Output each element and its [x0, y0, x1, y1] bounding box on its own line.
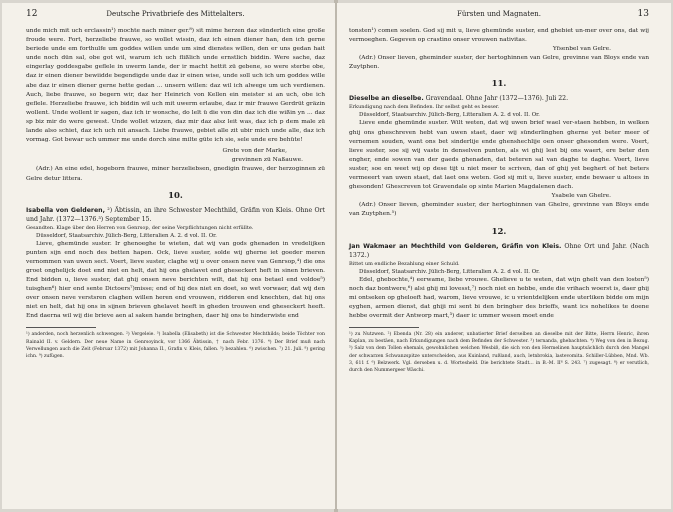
- letter-12-body: Edel, ghebochte,⁴) eerwame, liebe vrouwe. Ghelieve u te weten, dat wijn ghelt van den losten⁵) noch daz bontwere,⁶) alsi ghij mi lovesst,⁷) noch niet en hebbe, ende die vrihach woerst is, daer ghij mi ontseken op gheloeft had, warom, lieve vrouwe, ic u vrientdelijken ende uterliken bidde om mijn eyghen, armen dienst, dat ghiji mi sent bi den bringher des brieffs, want ics nohelikes te doene hebbe overmit der Antworp mart,³) daer ic ummer wesen moet ende: [349, 276, 649, 319]
- right-running-head: [349, 9, 649, 19]
- letter-11-body: Lieve ende ghemünde suster. Wilt weten, dat wij uwen brief wael ver-staen hebben, in welken ghij ons gheschreven hebt van uwen staet, daer wij sünderlinghen gherne yet beter meer of vernemen souden, want ons bet sinderlije ende ghenshechlije oen onser ghesonden were. Voert, lieve suster, soe sij wij vaste in denselven punten, als wi ghij lest bij ons waert, ere beter den engher, ende sowen van der gaeds ghenaden, dat beteren sal van daghe te daghe. Voert, lieve suster, soe en weet wij op dese tijt u niet meer te scriven, dan of ghij yet beghert of het beters vermeeert van uwen staet, dat laet ons weten. God sij mit u, lieve suster, ende bewaer u altoes in ghesonden! Ghescreven tot Gravendale op sinte Marien Magdalenen dach.: [349, 120, 649, 191]
- letter-10-continuation: tonsten¹) comen soelen. God sij mit u, lieve ghemünde suster, end ghebiet un-mer over ons, dat wij vermoeghen. Gegeven op crastino onser vrouwen nativitas.: [349, 28, 649, 44]
- letter-11-signature: Ysabele van Ghelre.: [551, 193, 611, 200]
- letter-12-source: Düsseldorf, Staatsarchiv. Jülich-Berg, Litteralien A. 2. d vol. II. Or.: [359, 268, 540, 275]
- left-footnote-rule: [26, 327, 96, 328]
- letter-10-number: 10.: [168, 190, 183, 201]
- right-footnotes: ¹) zu Nutzwen. ²) Ebenda (Nr. 28) ein anderer, unbatierter Brief derselben an dieselbe mit der Bitte, Herrn Henric, ihren Kaplan, zu bestäen, nach Erkundigungen nach dem Befinden der Schwester. ³) ternanda, ghebachten. ⁴) Weg von den in Bezug. ⁵) Salz von dem Tollen ehemals, gewohnlichen welchen Wesbiß, die sich von den Hermelinen hauptsächlich durch den Mangel der schwarzen Schwanzspitze unterscheiden, aus Kuinland, rußland, auch, letnbrokia, lastevomita. Schiller-Lübben, Mnd. Wb. 3, 611 f. ⁶) Belzwerk. Vgl. derseben u. d. Wortesheld. Die berichtete Stadt... in B.-M. II⁸ S. 243. ⁷) zugesagt. ⁸) er verutlich, durch den Nummergeer Wäschi.: [349, 331, 649, 373]
- letter-12-sender: Jan Wakmaer an Mechthild von Gelderen, Gräfin von Kleis.: [349, 242, 562, 250]
- letter-12-heading: [349, 242, 649, 260]
- left-running-title: Deutsche Privatbriefe des Mittelalters.: [106, 10, 245, 18]
- left-page-number: 12: [26, 9, 38, 19]
- letter-10-address: (Adr.) Onser lieven, gheminder suster, der hertoghinnen van Gelre, grevinne van Bloys ende van Zuytphen.: [349, 55, 649, 71]
- letter-10-body: Lieve, ghemünde suster. Ir ghenoeghe te wieten, dat wij van gods ghenaden in vredelijken punten sijn end noch des betten hapen. Ock, lieve suster, solde wij gherne iet goeder meren vernommen van uwen sect. Voert, lieve suster, claghe wij u over onsen neve van Genrsop,⁴) die ons groet onghelijck doet end niet en helt, dat hij ons ghelavet end gheseckert heft in sinen brieven. End bidden u, lieve suster, dat ghij onsen neve berichten wilt, dat hij ons betael end voldoe⁵) tuisghen⁶) hier end sente Dictoers⁷)misse; end of hij des niet en doet, so wet vorwaer, dat wij den over onsen neve verstsren claghen willen heren end vrouwen, ridderen end knechten, dat hij ons niet en helt, dat hij ons in sijnen brieven ghelavet heeft in gheden trouwen end gheseckert heeft. End daerna wil wij die brieve aen al saken hande bringhen, daer hij ons te hinderwiste end: [26, 240, 325, 320]
- letter-11-heading-rest: Gravendaal. Ohne Jahr (1372—1376). Juli 22.: [425, 95, 569, 103]
- letter-10-heading: [26, 206, 325, 224]
- letter-11-sender: Dieselbe an dieselbe.: [349, 95, 424, 103]
- letter-11-address: (Adr.) Onser lieven, gheminder suster, der hertoghinnen van Ghelre, grevinne van Bloys ende van Zuytphen.⁵): [349, 202, 649, 218]
- letter-12-number: 12.: [491, 226, 507, 237]
- letter-9-signature-1: Grete von der Marke,: [222, 148, 287, 155]
- left-page: [2, 3, 335, 509]
- letter-11-source: Düsseldorf, Staatsarchiv. Jülich-Berg, Litteralien A. 2. d vol. II. Or.: [359, 112, 540, 119]
- letter-11-heading: [349, 94, 649, 103]
- letter-10-heading-rest: ²) Äbtissin, an ihre Schwester Mechthild, Gräfin von Kleis. Ohne Ort und Jahr. (1372—1376.³) September 15.: [26, 206, 326, 223]
- letter-12-heading-rest: Ohne Ort und Jahr. (Nach 1372.): [349, 242, 650, 259]
- letter-9-body: unde mich mit uch erclassin¹) mochte nach miner ger.⁸) sit mime herzen daz sünderlich eine große froude were. Fort, herzeliebe frauwe, so wollet wissin, daz ich einen diener han, den ich gerne beriede unde em forthulfe um goddes willen unde um sind dienstes willen, den er uns gedan hait unde noch dün sal, obe got wil, warum ich uch flißlich unde ernstlich biddin. Were sache, daz eingerlay goddesgabe geflele in uwerm lande, der ir macht hettit zü gebene, so were sterbe obe, daz ir einen diener bewiidde begendigde unde daz ir einen wise, unde soll uch ich um goddes wille abe daz ir einen diener gerne hette gedan ... unsern willen: daz wil ich alwege um uch verdienen. Auch, liebe frauwe, so begern wir, daz her Heinrich von Kellen ein meister si an uch, obe ich geflele. Herzeliebe frauwe, ich biddin wil uch mit uwerm erlaube, daz ir mir frauwe Gerdrüt gräzin wollent. Unde wollent ir sagen, daz ich ir wonsche, do lelt ü die von din daz ich die wißin yn ... daz sp biz mir do were gewest. Unde wollet wizzen, daz mir daz alsz leit was, daz ich p dem male zü lande also schiet, daz ich uch nit ansach. Liebe frauwe, gebiet alle zit ubir mich unde alle, daz ich vormag. Got bewar uch ummer me unde dorch sine milte güte ich sie, sele unde ere behüte!: [26, 28, 325, 144]
- letter-10-source: Düsseldorf, Staatsarchiv. Jülich-Berg, Litteralien A. 2. d vol. II. Or.: [36, 232, 217, 239]
- right-page-number: 13: [637, 9, 649, 19]
- left-footnotes: ¹) anderden, noch herzenlich schwengen. ²) Vergeleie. ³) Isabella (Elisabeth) ist die Schwester Mechthilds; beide Töchter von Rainald II. v. Geldern. Der neue Name in Genrsoyinck, vor 1366 Äbtissin, † nach Febr. 1376. ⁴) Der Brief muß nach Verwellungen auch die Zeit (Februar 1372) mit Johanna II., Grafin v. Kleis, fallen. ⁵) bezahlen. ⁶) zwischen. ⁷) 21. Juli. ⁸) gering ichn. ⁹) zufügen.: [26, 332, 325, 360]
- left-running-head: [26, 9, 325, 19]
- letter-10-note: Gesandten. Klage über den Herren von Genrsop, der seine Verpflichtungen nicht erfüllte.: [26, 224, 254, 231]
- right-running-title: Fürsten und Magnaten.: [457, 10, 541, 18]
- letter-11-note: Erkundigung nach dem Befinden. Ihr selbst geht es besser.: [349, 104, 500, 111]
- letter-9-address: (Adr.) An eine edel, hogeborn frauwe, miner herzeliebsen, gnedigin frauwe, der herzoginnen zü Gelre detur littera.: [26, 166, 325, 182]
- letter-10-sender: Isabella von Gelderen,: [26, 206, 105, 214]
- right-footnote-rule: [349, 327, 419, 328]
- letter-9-signature-2: grevinnen zü Naßauwe.: [231, 157, 303, 164]
- letter-11-number: 11.: [491, 79, 507, 90]
- right-page: [337, 3, 671, 509]
- letter-10-signature: Yfsenbel van Gelre.: [552, 46, 611, 53]
- letter-12-note: Bittet um endliche Bezahlung einer Schuld.: [349, 260, 460, 267]
